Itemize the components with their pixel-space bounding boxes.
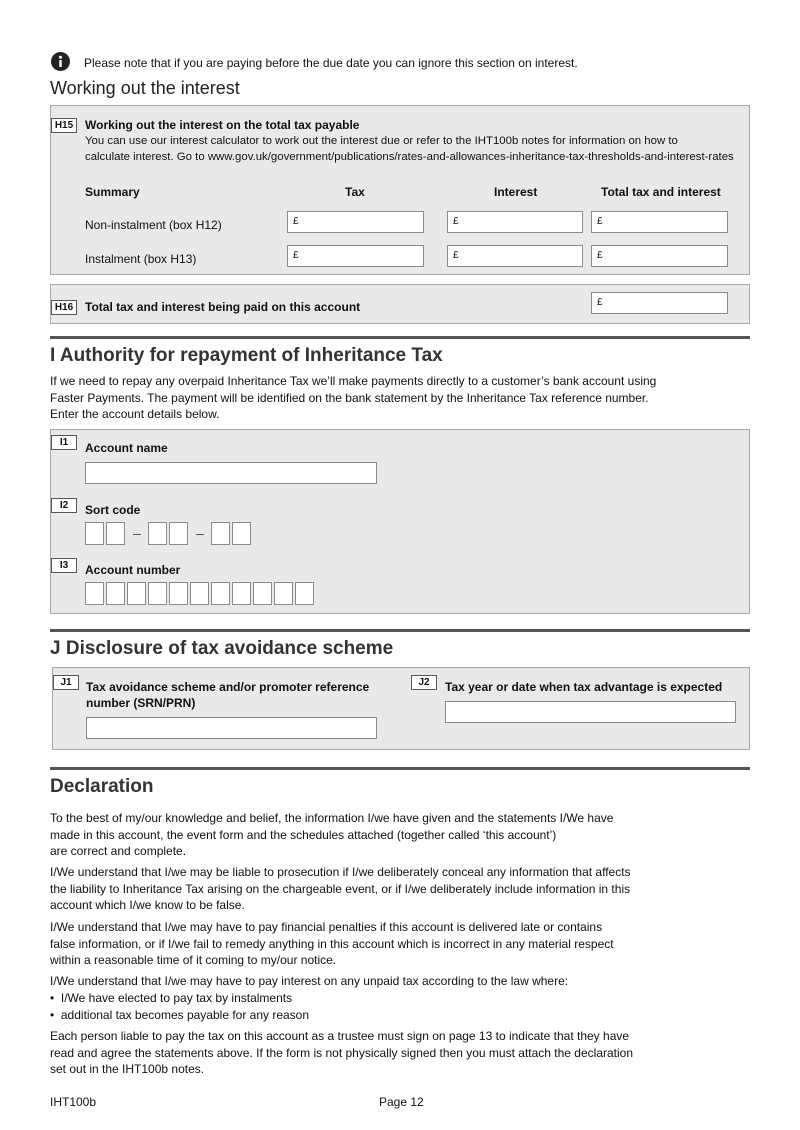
j2-label: Tax year or date when tax advantage is expected bbox=[445, 680, 723, 694]
declaration-paragraph bbox=[50, 810, 613, 860]
declaration-paragraph bbox=[50, 864, 631, 914]
sort-code-digit[interactable] bbox=[232, 522, 251, 545]
interest-heading: Working out the interest bbox=[50, 78, 240, 98]
instalment-interest-field[interactable]: £ bbox=[447, 245, 583, 267]
j1-label-line1: Tax avoidance scheme and/or promoter reference bbox=[86, 680, 370, 694]
account-number-digit[interactable] bbox=[232, 582, 251, 605]
sort-code-separator bbox=[133, 534, 141, 535]
paragraph-line: false information, or if I/we fail to remedy anything in this account which is incorrect in any material respect bbox=[50, 936, 614, 951]
row-label: Non-instalment (box H12) bbox=[85, 218, 222, 232]
account-number-digit[interactable] bbox=[148, 582, 167, 605]
declaration-paragraph: I/We understand that I/we may have to pay interest on any unpaid tax according to the law where: bbox=[50, 974, 569, 988]
account-number-digit[interactable] bbox=[85, 582, 104, 605]
sort-code-digit[interactable] bbox=[169, 522, 188, 545]
sort-code-digit[interactable] bbox=[148, 522, 167, 545]
col-total: Total tax and interest bbox=[601, 185, 721, 199]
col-interest: Interest bbox=[494, 185, 538, 199]
account-number-digit[interactable] bbox=[211, 582, 230, 605]
section-i-line1: If we need to repay any overpaid Inheritance Tax we’ll make payments directly to a customer’s bank account using bbox=[50, 374, 657, 388]
sort-code-label: Sort code bbox=[85, 503, 141, 517]
section-j-heading: J Disclosure of tax avoidance scheme bbox=[50, 638, 394, 659]
declaration-paragraph bbox=[50, 919, 614, 969]
instalment-total-field[interactable]: £ bbox=[591, 245, 728, 267]
h16-label: Total tax and interest being paid on this account bbox=[85, 300, 361, 314]
sort-code-digit[interactable] bbox=[106, 522, 125, 545]
srn-prn-field[interactable] bbox=[86, 717, 377, 739]
col-tax: Tax bbox=[345, 185, 365, 199]
paragraph-line: set out in the IHT100b notes. bbox=[50, 1062, 205, 1076]
row-label: Instalment (box H13) bbox=[85, 252, 197, 266]
h16-total-field[interactable]: £ bbox=[591, 292, 728, 314]
noninstalment-total-field[interactable]: £ bbox=[591, 211, 728, 233]
declaration-rule bbox=[50, 767, 750, 770]
paragraph-line: are correct and complete. bbox=[50, 844, 187, 858]
account-number-digit[interactable] bbox=[169, 582, 188, 605]
bullet-item: • additional tax becomes payable for any reason bbox=[50, 1007, 310, 1022]
footer-form-code: IHT100b bbox=[50, 1095, 97, 1109]
j2-tag: J2 bbox=[411, 675, 437, 690]
bullet-list bbox=[50, 990, 309, 1023]
account-number-digit[interactable] bbox=[295, 582, 314, 605]
account-name-label: Account name bbox=[85, 441, 168, 455]
paragraph-line: made in this account, the event form and the schedules attached (together called ‘this account’) bbox=[50, 827, 557, 842]
info-icon bbox=[51, 52, 70, 71]
account-number-digit[interactable] bbox=[127, 582, 146, 605]
h15-desc-line1: You can use our interest calculator to work out the interest due or refer to the IHT100b notes for information on how to bbox=[85, 135, 678, 147]
paragraph-line: Each person liable to pay the tax on this account as a trustee must sign on page 13 to indicate that they have bbox=[50, 1029, 630, 1043]
section-j-rule bbox=[50, 629, 750, 632]
footer-page-number: Page 12 bbox=[379, 1095, 424, 1109]
paragraph-line: read and agree the statements above. If the form is not physically signed then you must attach the declaration bbox=[50, 1045, 634, 1060]
info-text: Please note that if you are paying before the due date you can ignore this section on interest. bbox=[84, 56, 578, 70]
section-i-line3: Enter the account details below. bbox=[50, 407, 220, 421]
noninstalment-tax-field[interactable]: £ bbox=[287, 211, 424, 233]
j1-tag: J1 bbox=[53, 675, 79, 690]
section-i-heading: I Authority for repayment of Inheritance Tax bbox=[50, 345, 443, 366]
paragraph-line: the liability to Inheritance Tax arising on the chargeable event, or if I/we deliberately include information in this bbox=[50, 881, 631, 896]
section-i-line2: Faster Payments. The payment will be identified on the bank statement by the Inheritance Tax reference number. bbox=[50, 391, 649, 405]
bullet-text: additional tax becomes payable for any reason bbox=[60, 1007, 310, 1022]
j1-label-line2: number (SRN/PRN) bbox=[86, 696, 196, 710]
paragraph-line: I/We understand that I/we may be liable to prosecution if I/we deliberately conceal any information that affects bbox=[50, 865, 631, 879]
i1-tag: I1 bbox=[51, 435, 77, 450]
account-number-digit[interactable] bbox=[274, 582, 293, 605]
paragraph-line: within a reasonable time of it coming to my/our notice. bbox=[50, 953, 337, 967]
sort-code-separator bbox=[196, 534, 204, 535]
h16-tag: H16 bbox=[51, 300, 77, 315]
sort-code-digit[interactable] bbox=[211, 522, 230, 545]
col-summary: Summary bbox=[85, 185, 140, 199]
i3-tag: I3 bbox=[51, 558, 77, 573]
h15-title: Working out the interest on the total tax payable bbox=[85, 118, 360, 132]
h15-desc-line2: calculate interest. Go to www.gov.uk/government/publications/rates-and-allowances-inheritance-tax-thresholds-and-interest-rates bbox=[85, 151, 734, 163]
bullet-text: I/We have elected to pay tax by instalments bbox=[60, 991, 293, 1005]
noninstalment-interest-field[interactable]: £ bbox=[447, 211, 583, 233]
tax-year-field[interactable] bbox=[445, 701, 736, 723]
account-number-digit[interactable] bbox=[190, 582, 209, 605]
account-name-field[interactable] bbox=[85, 462, 377, 484]
account-number-label: Account number bbox=[85, 563, 181, 577]
declaration-paragraph bbox=[50, 1028, 633, 1078]
instalment-tax-field[interactable]: £ bbox=[287, 245, 424, 267]
paragraph-line: account which I/we know to be false. bbox=[50, 898, 245, 912]
paragraph-line: To the best of my/our knowledge and belief, the information I/we have given and the statements I/We have bbox=[50, 811, 614, 825]
paragraph-line: I/We understand that I/we may have to pay financial penalties if this account is delivered late or contains bbox=[50, 920, 603, 934]
i2-tag: I2 bbox=[51, 498, 77, 513]
h15-tag: H15 bbox=[51, 118, 77, 133]
bullet-item: • I/We have elected to pay tax by instalments bbox=[50, 991, 293, 1005]
account-number-digit[interactable] bbox=[253, 582, 272, 605]
account-number-digit[interactable] bbox=[106, 582, 125, 605]
sort-code-digit[interactable] bbox=[85, 522, 104, 545]
section-i-rule bbox=[50, 336, 750, 339]
declaration-heading: Declaration bbox=[50, 776, 154, 797]
